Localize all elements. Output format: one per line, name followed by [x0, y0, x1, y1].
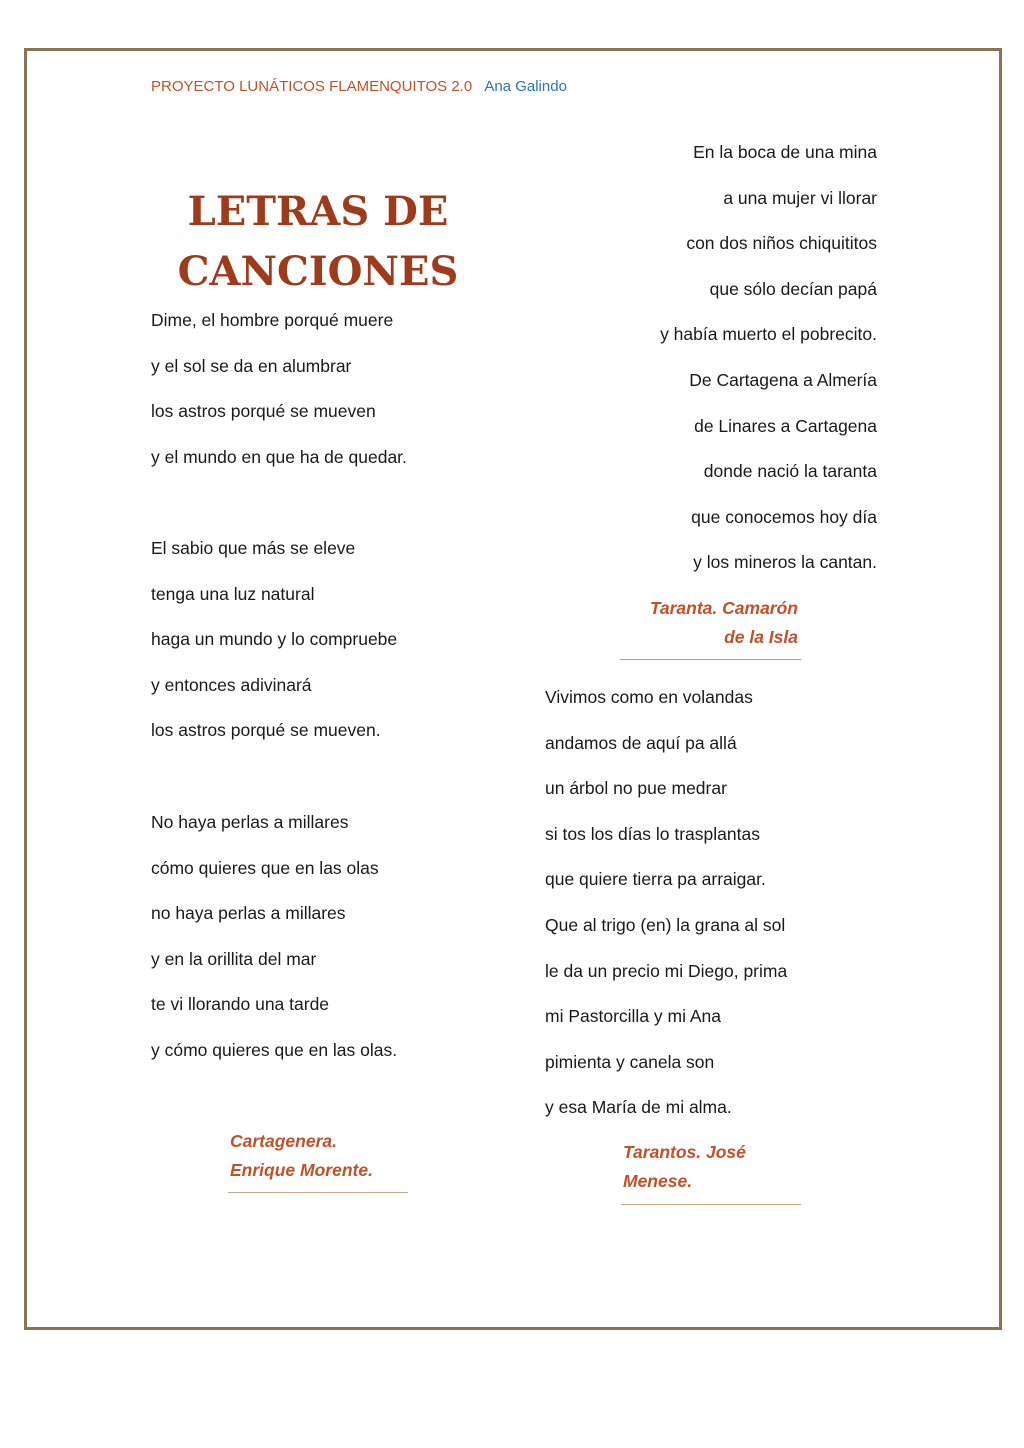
lyric-line: En la boca de una mina [693, 142, 877, 162]
lyric-line: los astros porqué se mueven. [151, 720, 381, 741]
lyric-line: tenga una luz natural [151, 583, 315, 604]
lyric-line: No haya perlas a millares [151, 812, 349, 832]
lyric-line: cómo quieres que en las olas [151, 857, 379, 878]
lyric-line: pimienta y canela son [545, 1051, 715, 1072]
right-bottom-song-credit [623, 1138, 746, 1196]
right-bottom-credit-divider [621, 1204, 801, 1205]
lyric-line: haga un mundo y lo compruebe [151, 629, 398, 650]
page-header [151, 78, 567, 95]
lyric-line: que sólo decían papá [709, 278, 877, 299]
right-top-credit-divider [620, 659, 801, 660]
project-name: PROYECTO LUNÁTICOS FLAMENQUITOS 2.0 [151, 78, 473, 95]
lyric-line: los astros porqué se mueven [151, 401, 376, 422]
lyric-line: que conocemos hoy día [691, 506, 877, 527]
lyric-line: que quiere tierra pa arraigar. [545, 869, 766, 890]
title-line-1: LETRAS DE [187, 188, 449, 235]
lyric-line: de Linares a Cartagena [694, 415, 877, 436]
lyric-line: Dime, el hombre porqué muere [151, 310, 394, 330]
lyric-line: Vivimos como en volandas [545, 687, 753, 707]
lyric-line: a una mujer vi llorar [723, 187, 877, 208]
lyric-line: y entonces adivinará [151, 674, 312, 695]
right-stanza-1 [540, 141, 877, 597]
lyric-line: y esa María de mi alma. [545, 1097, 732, 1118]
lyric-line: un árbol no pue medrar [545, 778, 727, 799]
lyric-line: y en la orillita del mar [151, 948, 317, 969]
credit-line-2: Menese. [623, 1171, 693, 1191]
lyric-line: no haya perlas a millares [151, 903, 346, 924]
right-stanza-2 [545, 686, 787, 1142]
lyric-line: El sabio que más se eleve [151, 538, 356, 558]
left-stanza-3 [151, 811, 397, 1085]
credit-line-2: de la Isla [724, 627, 798, 647]
credit-line-1: Cartagenera. [230, 1131, 337, 1151]
credit-line-2: Enrique Morente. [230, 1160, 373, 1180]
lyric-line: Que al trigo (en) la grana al sol [545, 914, 786, 935]
lyric-line: y había muerto el pobrecito. [660, 324, 877, 345]
lyric-line: y el sol se da en alumbrar [151, 355, 352, 376]
left-song-credit [230, 1127, 373, 1185]
lyric-line: si tos los días lo trasplantas [545, 823, 760, 844]
author-name: Ana Galindo [484, 78, 567, 95]
title-line-2: CANCIONES [177, 248, 459, 295]
credit-line-1: Tarantos. José [623, 1142, 746, 1162]
lyric-line: le da un precio mi Diego, prima [545, 960, 788, 981]
left-stanza-1 [151, 309, 407, 491]
page-title [151, 182, 485, 302]
lyric-line: te vi llorando una tarde [151, 994, 330, 1015]
lyric-line: andamos de aquí pa allá [545, 732, 737, 753]
left-credit-divider [228, 1192, 408, 1193]
lyric-line: mi Pastorcilla y mi Ana [545, 1006, 722, 1027]
lyric-line: y los mineros la cantan. [693, 552, 877, 573]
lyric-line: De Cartagena a Almería [689, 369, 877, 390]
lyric-line: con dos niños chiquititos [686, 233, 877, 254]
credit-line-1: Taranta. Camarón [649, 598, 798, 618]
left-stanza-2 [151, 537, 397, 765]
right-top-song-credit [620, 594, 798, 652]
lyric-line: y el mundo en que ha de quedar. [151, 446, 407, 467]
lyric-line: y cómo quieres que en las olas. [151, 1039, 398, 1060]
lyric-line: donde nació la taranta [703, 461, 877, 482]
